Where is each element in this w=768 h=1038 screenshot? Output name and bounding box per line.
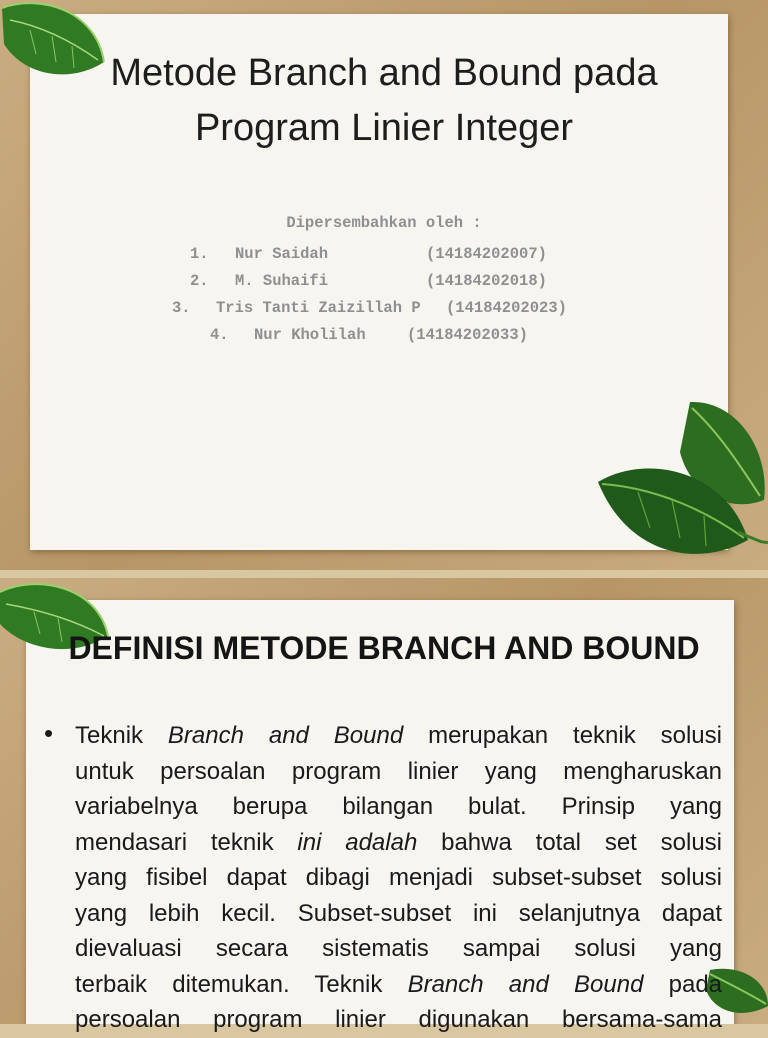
body-line [75,789,722,825]
presenter-name: Tris Tanti Zaizillah P [216,299,421,317]
presenter-nim: (14184202023) [446,299,567,317]
bullet-marker: • [44,718,54,748]
leaf-decoration-icon [588,392,768,570]
body-segment: persoalan program linier digunakan bersama-sama [75,1006,722,1033]
body-segment: untuk persoalan program linier yang mengharuskan [75,757,722,785]
presenter-nim: (14184202033) [407,326,528,344]
body-segment: yang fisibel dapat dibagi menjadi subset-subset solusi [75,864,722,891]
body-line [75,860,722,896]
body-segment: terbaik ditemukan. Teknik [75,970,408,998]
body-line [75,825,722,861]
presenter-number: 1. [190,245,209,263]
presenter-name: Nur Kholilah [254,326,366,344]
presenter-row [0,322,768,349]
body-line [75,896,722,932]
body-segment: variabelnya berupa bilangan bulat. Prinsip yang [75,793,722,820]
slide-1-title [0,46,768,156]
body-line [75,1002,722,1038]
italic-term: Branch and Bound [167,722,404,749]
slide-1-title-line-1: Metode Branch and Bound pada [110,52,658,94]
italic-term: Branch and Bound [407,970,644,998]
presented-by-label: Dipersembahkan oleh : [286,214,482,232]
body-line [75,931,722,967]
body-line [75,754,722,790]
italic-term: ini adalah [297,828,418,856]
slide-2-title: DEFINISI METODE BRANCH AND BOUND [68,630,700,666]
presenter-number: 2. [190,272,209,290]
body-line [75,967,722,1003]
slide-1-title-line-2: Program Linier Integer [194,107,574,149]
presenter-name: M. Suhaifi [235,272,329,290]
body-segment: mendasari teknik [75,828,298,856]
body-line [75,718,722,754]
presenter-row [0,295,768,322]
presenter-row [0,268,768,295]
bullet-text [75,718,722,1038]
body-segment: Teknik [75,722,168,749]
presenter-number: 4. [210,326,229,344]
body-segment: bahwa total set solusi [417,828,723,856]
presenter-nim: (14184202007) [426,245,547,263]
body-segment: pada [643,970,723,998]
presenter-nim: (14184202018) [426,272,547,290]
body-segment: yang lebih kecil. Subset-subset ini selanjutnya dapat [75,899,722,927]
presenter-row [0,241,768,268]
body-segment: dievaluasi secara sistematis sampai solusi yang [75,935,722,962]
presenter-name: Nur Saidah [235,245,329,263]
presenter-list [0,214,768,349]
presenter-number: 3. [172,299,191,317]
body-segment: merupakan teknik solusi [403,722,722,749]
